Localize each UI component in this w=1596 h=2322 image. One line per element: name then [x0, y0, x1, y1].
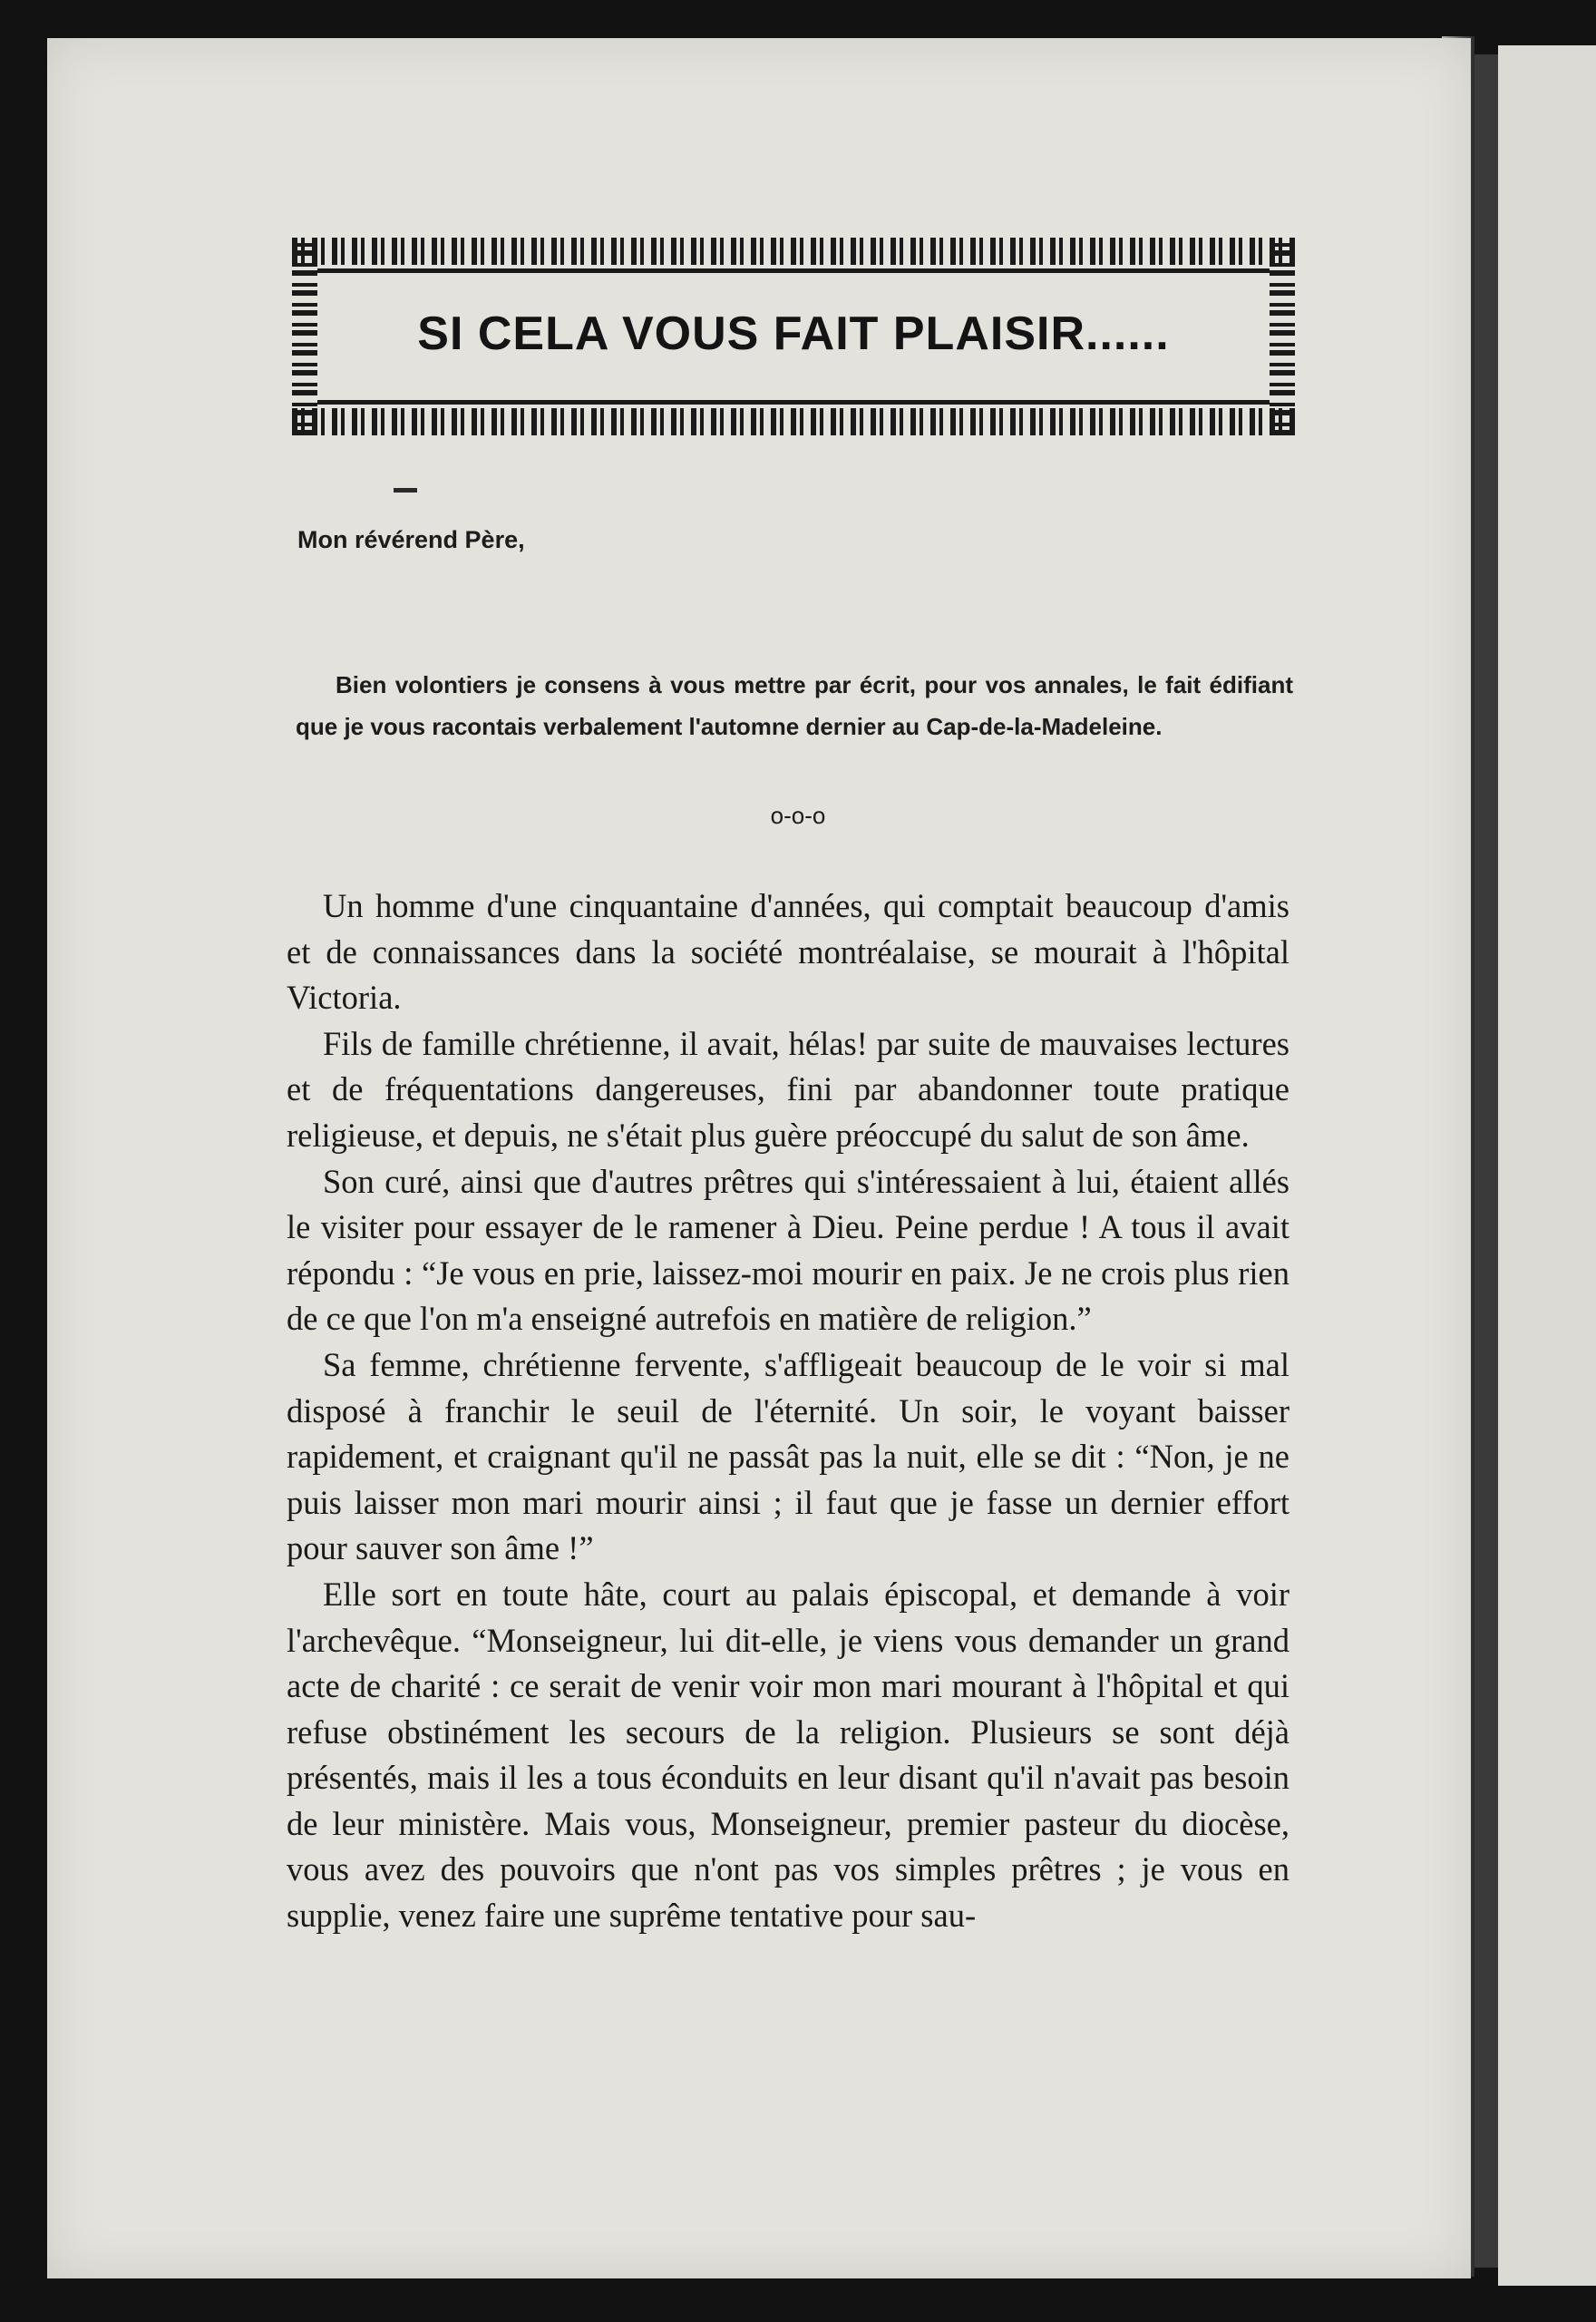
- border-rule-top: [317, 268, 1270, 273]
- book-spine: [1474, 54, 1498, 2268]
- greek-key-border-bottom: [292, 408, 1295, 435]
- paragraph: Elle sort en toute hâte, court au palais épiscopal, et demande à voir l'archevêque. “Monseigneur, lui dit-elle, je viens vous demander un grand acte de charité : ce serait de venir voir mon mari mourant à l'hôpital et qui refuse obstinément les secours de la religion. Plusieurs se sont déjà présentés, mais il les a tous éconduits en leur disant qu'il n'avait pas besoin de leur ministère. Mais vous, Monseigneur, premier pasteur du diocèse, vous avez des pouvoirs que n'ont pas vos simples prêtres ; je vous en supplie, venez faire une suprême tentative pour sau-: [287, 1575, 1289, 1935]
- body-text: [287, 883, 1289, 1939]
- greek-key-border-left: [292, 238, 317, 435]
- paragraph: Un homme d'une cinquantaine d'années, qui comptait beaucoup d'amis et de connaissances dans la société montréalaise, se mourait à l'hôpital Victoria.: [287, 887, 1289, 1017]
- page-title: SI CELA VOUS FAIT PLAISIR......: [417, 307, 1170, 360]
- border-rule-bottom: [317, 400, 1270, 405]
- dash-mark: [394, 488, 417, 493]
- paragraph: Fils de famille chrétienne, il avait, hélas! par suite de mauvaises lectures et de fréquentations dangereuses, fini par abandonner toute pratique religieuse, et depuis, ne s'était plus guère préoccupé du salut de son âme.: [287, 1024, 1289, 1154]
- greek-key-border-top: [292, 238, 1295, 265]
- section-separator: o-o-o: [770, 802, 826, 829]
- title-frame: [292, 238, 1295, 435]
- intro-paragraph: Bien volontiers je consens à vous mettre par écrit, pour vos annales, le fait édifiant que je vous racontais verbalement l'automne dernier au Cap-de-la-Madeleine.: [296, 671, 1293, 740]
- greek-key-border-right: [1270, 238, 1295, 435]
- paragraph: Son curé, ainsi que d'autres prêtres qui s'intéressaient à lui, étaient allés le visiter pour essayer de le ramener à Dieu. Peine perdue ! A tous il avait répondu : “Je vous en prie, laissez-moi mourir en paix. Je ne crois plus rien de ce que l'on m'a enseigné autrefois en matière de religion.”: [287, 1162, 1289, 1338]
- salutation: Mon révérend Père,: [297, 526, 525, 553]
- paragraph: Sa femme, chrétienne fervente, s'affligeait beaucoup de le voir si mal disposé à franchir le seuil de l'éternité. Un soir, le voyant baisser rapidement, et craignant qu'il ne passât pas la nuit, elle se dit : “Non, je ne puis laisser mon mari mourir ainsi ; il faut que je fasse un dernier effort pour sauver son âme !”: [287, 1345, 1289, 1567]
- facing-page-edge: [1498, 45, 1596, 2286]
